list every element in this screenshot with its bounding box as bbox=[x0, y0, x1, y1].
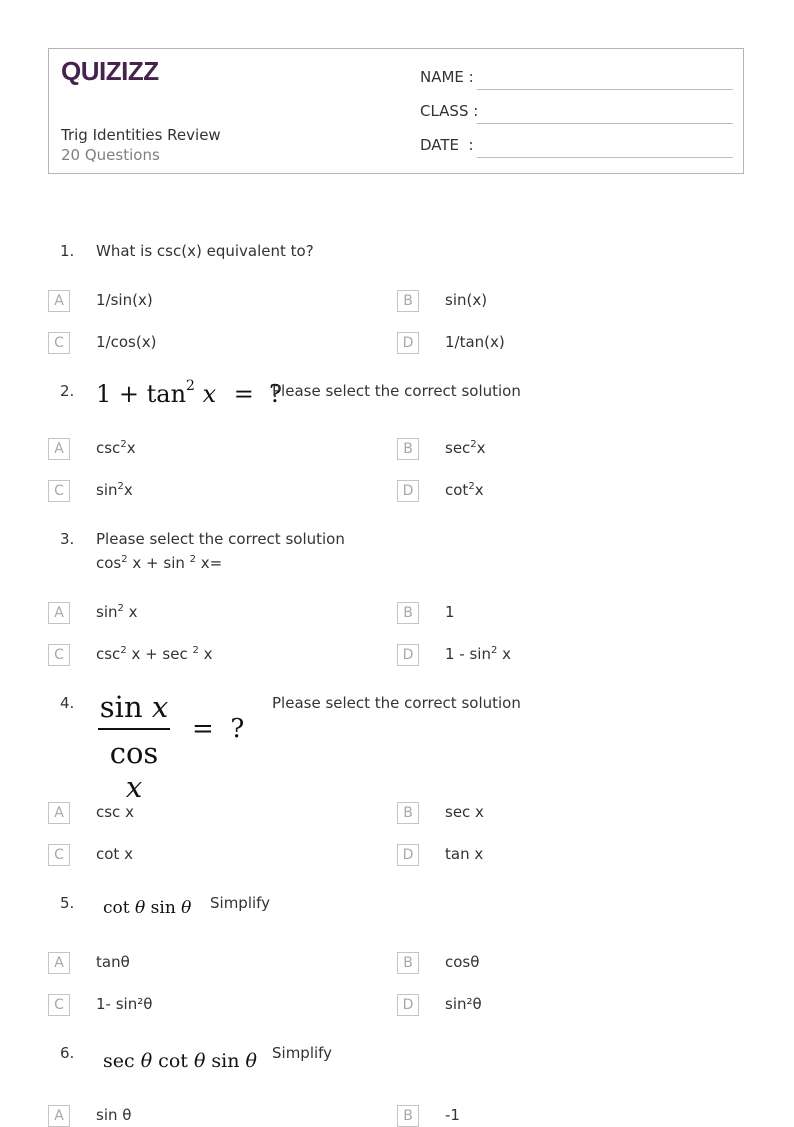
option-d-box[interactable]: D bbox=[397, 994, 419, 1016]
question-number: 6. bbox=[60, 1044, 75, 1062]
option-a-box[interactable]: A bbox=[48, 290, 70, 312]
option-b-box[interactable]: B bbox=[397, 952, 419, 974]
math-equals: = ? bbox=[192, 714, 245, 744]
option-a-box[interactable]: A bbox=[48, 1105, 70, 1127]
fraction-bar bbox=[98, 728, 170, 730]
question-text: Simplify bbox=[272, 1044, 333, 1062]
option-b-text: 1 bbox=[445, 603, 455, 621]
math-expression bbox=[96, 380, 282, 408]
option-b-text: sin(x) bbox=[445, 291, 488, 309]
fraction-expression bbox=[98, 690, 170, 804]
option-d-box[interactable]: D bbox=[397, 844, 419, 866]
fraction-denominator: cos x bbox=[109, 736, 159, 804]
question-text: What is csc(x) equivalent to? bbox=[96, 242, 314, 260]
question-text: Please select the correct solution bbox=[272, 382, 521, 400]
question-count: 20 Questions bbox=[61, 146, 160, 164]
option-b-text: sec x bbox=[445, 803, 484, 821]
option-a-box[interactable]: A bbox=[48, 438, 70, 460]
math-variable: x bbox=[202, 380, 217, 408]
option-a-text: $\sin^2 x$ bbox=[96, 603, 138, 621]
option-b-box[interactable]: B bbox=[397, 290, 419, 312]
option-c-text: $\sin^2x$ bbox=[96, 481, 133, 499]
option-a-box[interactable]: A bbox=[48, 802, 70, 824]
option-a-text: csc x bbox=[96, 803, 134, 821]
option-c-text: 1/cos(x) bbox=[96, 333, 157, 351]
math-expression: cot θ sin θ bbox=[103, 898, 192, 918]
question-text: Please select the correct solution bbox=[96, 530, 345, 548]
option-b-text: $\sec^2x$ bbox=[445, 439, 486, 457]
class-field[interactable] bbox=[477, 123, 733, 124]
option-d-text: sin²θ bbox=[445, 995, 482, 1013]
question-number: 4. bbox=[60, 694, 75, 712]
option-b-text: cosθ bbox=[445, 953, 480, 971]
math-equals: = ? bbox=[233, 380, 283, 408]
option-a-box[interactable]: A bbox=[48, 602, 70, 624]
option-d-text: $\cot^2x$ bbox=[445, 481, 484, 499]
math-exponent: 2 bbox=[186, 378, 195, 394]
option-c-box[interactable]: C bbox=[48, 844, 70, 866]
option-c-box[interactable]: C bbox=[48, 994, 70, 1016]
option-c-text: 1- sin²θ bbox=[96, 995, 153, 1013]
option-b-box[interactable]: B bbox=[397, 438, 419, 460]
option-d-box[interactable]: D bbox=[397, 480, 419, 502]
math-expression: sec θ cot θ sin θ bbox=[103, 1050, 257, 1072]
fraction-numerator: sin x bbox=[99, 690, 169, 724]
question-number: 3. bbox=[60, 530, 75, 548]
option-c-box[interactable]: C bbox=[48, 332, 70, 354]
option-b-box[interactable]: B bbox=[397, 802, 419, 824]
name-label: NAME : bbox=[420, 68, 474, 86]
math-part: 1 + tan bbox=[96, 380, 187, 408]
option-b-box[interactable]: B bbox=[397, 1105, 419, 1127]
question-expression: $\cos^2 x + \sin ^2$ x= bbox=[96, 554, 223, 572]
option-c-box[interactable]: C bbox=[48, 480, 70, 502]
option-b-text: -1 bbox=[445, 1106, 460, 1124]
option-c-box[interactable]: C bbox=[48, 644, 70, 666]
question-number: 2. bbox=[60, 382, 75, 400]
question-number: 1. bbox=[60, 242, 75, 260]
option-d-text: 1/tan(x) bbox=[445, 333, 505, 351]
option-c-text: cot x bbox=[96, 845, 133, 863]
class-label: CLASS : bbox=[420, 102, 479, 120]
question-text: Please select the correct solution bbox=[272, 694, 521, 712]
option-d-text: $1 - \sin^2 x$ bbox=[445, 645, 512, 663]
option-b-box[interactable]: B bbox=[397, 602, 419, 624]
date-label: DATE : bbox=[420, 136, 474, 154]
date-field[interactable] bbox=[477, 157, 733, 158]
question-number: 5. bbox=[60, 894, 75, 912]
quizizz-logo: QUIZIZZ bbox=[61, 56, 159, 86]
question-text: Simplify bbox=[210, 894, 271, 912]
option-a-text: 1/sin(x) bbox=[96, 291, 153, 309]
option-d-text: tan x bbox=[445, 845, 484, 863]
option-a-text: sin θ bbox=[96, 1106, 132, 1124]
option-a-text: $\csc^2x$ bbox=[96, 439, 136, 457]
option-c-text: $\csc^2 x + \sec ^2$ x bbox=[96, 645, 213, 663]
option-d-box[interactable]: D bbox=[397, 332, 419, 354]
option-d-box[interactable]: D bbox=[397, 644, 419, 666]
worksheet-title: Trig Identities Review bbox=[61, 126, 221, 144]
name-field[interactable] bbox=[477, 89, 733, 90]
option-a-box[interactable]: A bbox=[48, 952, 70, 974]
option-a-text: tanθ bbox=[96, 953, 130, 971]
